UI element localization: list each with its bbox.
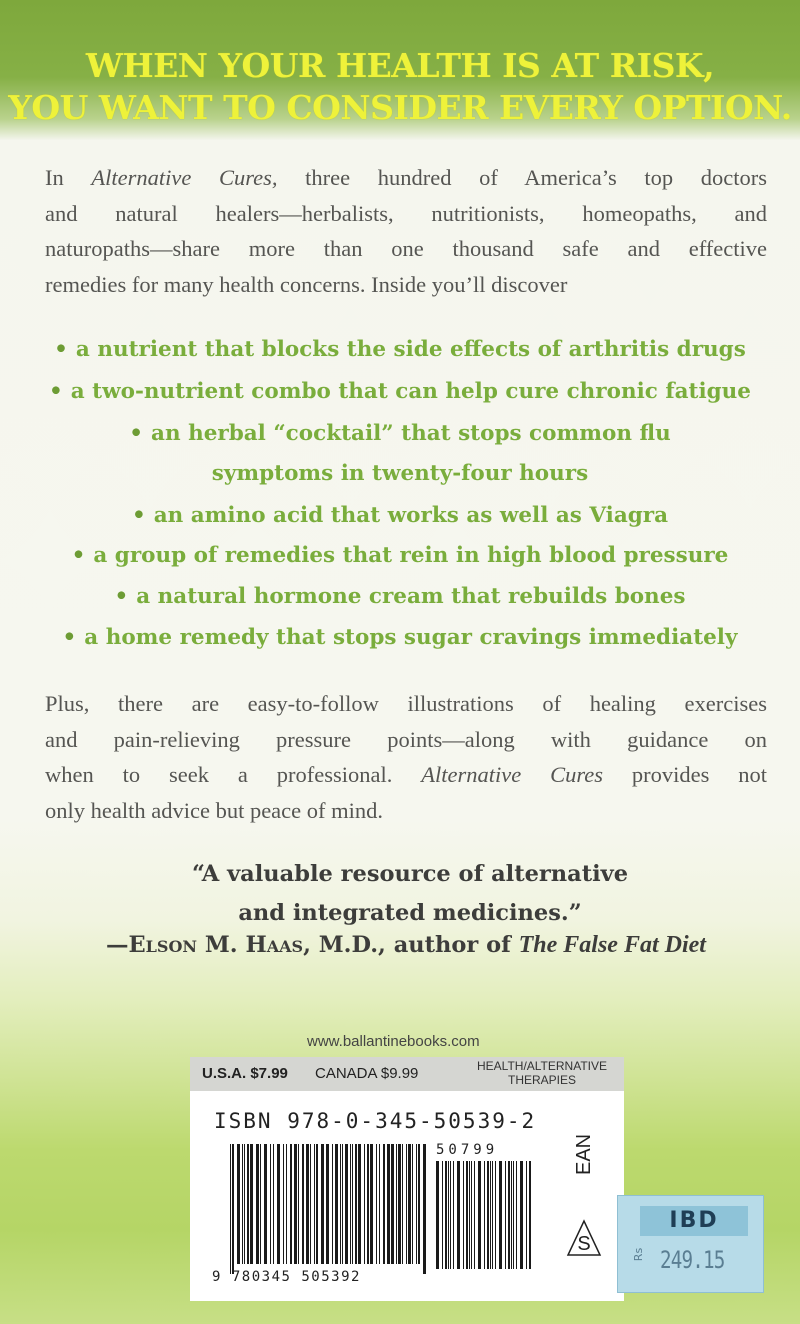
barcode-bar [526,1161,527,1269]
barcode-bar [316,1144,318,1264]
intro-line-1: In Alternative Cures, three hundred of America’s top doctors [45,165,768,190]
barcode-bar [495,1161,496,1269]
price-canada: CANADA $9.99 [315,1065,419,1082]
barcode-bar [298,1144,299,1264]
blurb-quote-line-1: “A valuable resource of alternative [191,861,629,887]
barcode-bar [247,1144,249,1264]
sticker-price: 249.15 [660,1246,725,1274]
barcode-bar [398,1144,401,1264]
barcode-bar [508,1161,510,1269]
barcode-bar [306,1144,309,1264]
barcode-bar [283,1144,284,1264]
bullet-item: • a natural hormone cream that rebuilds bones [114,584,686,609]
barcode-bar [302,1144,304,1264]
outro-line-3: when to seek a professional. Alternative Cures provides not [45,762,767,787]
outro-line-1: Plus, there are easy-to-follow illustrations of healing exercises [45,691,767,716]
intro-line-2: and natural healers—herbalists, nutritionists, homeopaths, and [45,200,767,226]
barcode-bar [256,1144,259,1264]
barcode-bar [358,1144,361,1264]
bullet-dot-icon: • [129,421,144,446]
svg-text:S: S [577,1233,591,1255]
bullet-item: • a two-nutrient combo that can help cure chronic fatigue [49,379,751,404]
barcode-bar [352,1144,353,1264]
bullet-dot-icon: • [54,337,68,362]
barcode-bar [402,1144,403,1264]
barcode-digits: 9 780345 505392 [212,1269,361,1285]
barcode-bar [487,1161,489,1269]
barcode-bar [376,1144,377,1264]
ean-triangle-icon [564,1217,604,1261]
barcode-bar [499,1161,502,1269]
barcode-bar [492,1161,493,1269]
barcode-bar [529,1161,531,1269]
barcode-bar [355,1144,357,1264]
intro-line-3: naturopaths—share more than one thousand safe and effective [45,236,767,261]
barcode-bar [244,1144,245,1264]
sticker-logo: IBD [640,1206,748,1236]
barcode-bar [350,1144,351,1264]
bullet-item: • a home remedy that stops sugar cravings immediately [62,625,738,650]
barcode-bar [416,1144,417,1264]
barcode-bar [242,1144,243,1264]
bullet-dot-icon: • [131,503,146,528]
outro-paragraph [45,686,767,828]
barcode-bar [516,1161,517,1269]
barcode-bar [294,1144,297,1264]
barcode-bar [237,1144,240,1264]
barcode-bar [340,1144,341,1264]
addon-digits: 50799 [436,1142,499,1158]
bullet-item: • an amino acid that works as well as Viagra [131,503,669,528]
addon-barcode [436,1161,532,1269]
barcode-bar [453,1161,454,1269]
barcode-bar [270,1144,271,1264]
barcode-bar [408,1144,411,1264]
isbn-barcode [230,1144,426,1274]
headline-line-1: WHEN YOUR HEALTH IS AT RISK, [85,46,715,85]
headline-line-2: YOU WANT TO CONSIDER EVERY OPTION. [8,88,792,127]
barcode-bar [445,1161,447,1269]
isbn-number: ISBN 978-0-345-50539-2 [214,1109,537,1133]
outro-line-2: and pain-relieving pressure points—along with guidance on [45,726,767,752]
barcode-bar [345,1144,348,1264]
barcode-bar [442,1161,443,1269]
barcode-bar [412,1144,413,1264]
price-bar [190,1057,624,1091]
barcode-bar [342,1144,343,1264]
barcode-bar [391,1144,394,1264]
barcode-bar [310,1144,311,1264]
barcode-bar [466,1161,468,1269]
bullet-dot-icon: • [49,379,63,404]
barcode-bar [406,1144,407,1264]
barcode-bar [478,1161,481,1269]
bullet-dot-icon: • [71,543,86,568]
barcode-bar [290,1144,292,1264]
barcode-bar [264,1144,267,1264]
barcode-bar [457,1161,460,1269]
intro-book-title: Alternative Cures, [91,165,278,190]
barcode-bar [505,1161,506,1269]
price-sticker [617,1195,764,1293]
barcode-bar [436,1161,439,1269]
barcode-bar [335,1144,338,1264]
barcode-bar [520,1161,523,1269]
blurb-author: Elson M. Haas, M.D. [128,932,379,958]
barcode-bar [490,1161,491,1269]
barcode-bar [273,1144,274,1264]
intro-paragraph [45,160,767,302]
barcode-bar [230,1144,231,1274]
barcode-bar [277,1144,280,1264]
barcode-bar [286,1144,287,1264]
barcode-bar [474,1161,475,1269]
barcode-bar [250,1144,253,1264]
blurb-source-title: The False Fat Diet [518,932,706,958]
category-label: HEALTH/ALTERNATIVE THERAPIES [476,1059,608,1087]
barcode-bar [260,1144,261,1264]
barcode-bar [367,1144,369,1264]
bullet-item: • an herbal “cocktail” that stops common flu [129,421,671,446]
barcode-bar [314,1144,315,1264]
barcode-bar [423,1144,426,1274]
ean-label: EAN [573,1133,595,1175]
barcode-bar [396,1144,397,1264]
barcode-bar [332,1144,333,1264]
barcode-bar [450,1161,451,1269]
barcode-bar [379,1144,380,1264]
bullet-dot-icon: • [62,625,77,650]
outro-book-title: Alternative Cures [421,762,603,787]
barcode-bar [364,1144,365,1264]
publisher-website: www.ballantinebooks.com [307,1033,480,1050]
barcode-panel [190,1057,624,1301]
price-usa: U.S.A. $7.99 [202,1065,288,1082]
barcode-bar [484,1161,485,1269]
barcode-bar [232,1144,234,1274]
bullet-dot-icon: • [114,584,129,609]
barcode-bar [418,1144,420,1264]
barcode-bar [387,1144,390,1264]
barcode-bar [469,1161,470,1269]
sticker-currency: Rs [632,1247,646,1262]
outro-line-4: only health advice but peace of mind. [45,797,384,823]
bullet-item: • a nutrient that blocks the side effects of arthritis drugs [54,337,746,362]
blurb-quote-line-2: and integrated medicines.” [238,900,582,926]
bullet-item-continuation: symptoms in twenty-four hours [211,461,589,486]
blurb-attribution: —Elson M. Haas, M.D., author of The False Fat Diet [106,932,706,958]
barcode-bar [463,1161,464,1269]
barcode-bar [370,1144,373,1264]
barcode-bar [326,1144,329,1264]
barcode-bar [383,1144,385,1264]
barcode-bar [513,1161,514,1269]
intro-line-4: remedies for many health concerns. Inside you’ll discover [45,271,568,297]
barcode-bar [448,1161,449,1269]
barcode-bar [321,1144,324,1264]
barcode-bar [511,1161,512,1269]
bullet-item: • a group of remedies that rein in high blood pressure [71,543,729,568]
barcode-bar [471,1161,472,1269]
